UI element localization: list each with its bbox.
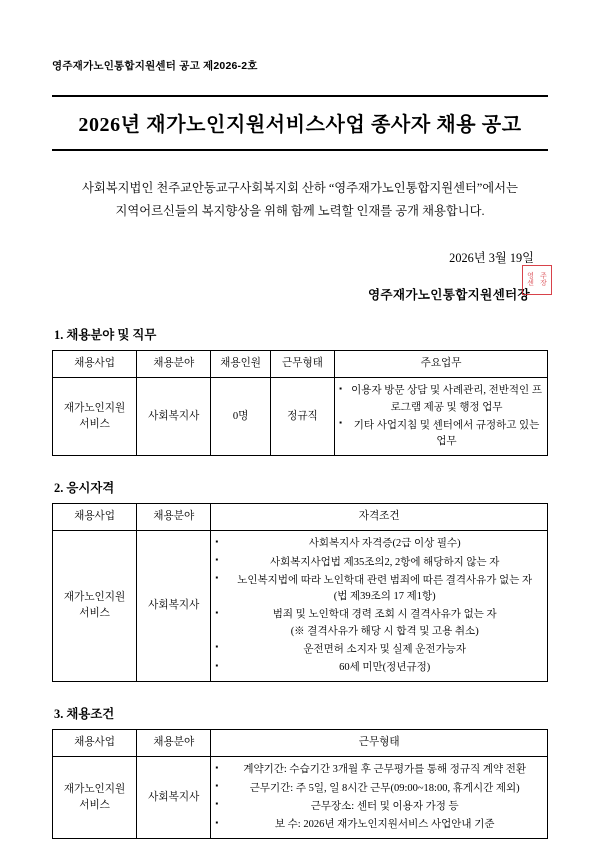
intro-paragraph (58, 177, 542, 222)
section-recruitment-field (52, 325, 548, 456)
list-item: ▪ 근무기간: 주 5일, 일 8시간 근무(09:00~18:00, 휴게시간 제외) (215, 781, 543, 797)
list-item: ▪ 사회복지사업법 제35조의2, 2항에 해당하지 않는 자 (215, 555, 543, 571)
business-line-1: 재가노인지원 (63, 592, 126, 604)
section-employment-conditions (52, 704, 548, 839)
col-type: 근무형태 (270, 351, 334, 378)
col-headcount: 채용인원 (211, 351, 270, 378)
list-item (215, 607, 543, 640)
recruitment-field-table (52, 350, 548, 456)
section-qualifications (52, 478, 548, 682)
business-line-2: 서비스 (79, 418, 110, 430)
seal-char-1: 영 (527, 271, 534, 280)
red-seal-stamp (522, 265, 552, 295)
business-line-2: 서비스 (79, 608, 110, 620)
seal-char-3: 센 (527, 279, 534, 287)
conditions-list (215, 762, 543, 833)
table-row (53, 531, 548, 682)
section-2-title: 2. 응시자격 (54, 481, 115, 496)
col-qualification: 자격조건 (211, 504, 548, 531)
table-header-row (53, 730, 548, 757)
organization-name: 영주재가노인통합지원센터장 (367, 288, 530, 303)
list-item: ▪ 계약기간: 수습기간 3개월 후 근무평가를 통해 정규직 계약 전환 (215, 762, 543, 778)
qualification-text: 범죄 및 노인학대 경력 조회 시 결격사유가 없는 자 (272, 609, 497, 621)
intro-line-2: 지역어르신들의 복지향상을 위해 함께 노력할 인재를 공개 채용합니다. (115, 203, 485, 218)
col-duties: 주요업무 (335, 351, 548, 378)
qualifications-table (52, 503, 548, 682)
cell-conditions (211, 757, 548, 839)
page-title: 2026년 재가노인지원서비스사업 종사자 채용 공고 (78, 114, 522, 136)
duties-list (339, 383, 543, 450)
qualification-text: 노인복지법에 따라 노인학대 관련 범죄에 따른 결격사유가 없는 자 (237, 574, 533, 586)
cell-duties (335, 378, 548, 456)
qualification-subtext: (법 제39조의 17 제1항) (333, 591, 436, 603)
col-business: 채용사업 (53, 504, 137, 531)
table-row (53, 757, 548, 839)
business-line-2: 서비스 (79, 799, 110, 811)
col-field: 채용분야 (137, 351, 211, 378)
cell-qualifications (211, 531, 548, 682)
qualification-subtext: (※ 결격사유가 해당 시 합격 및 고용 취소) (290, 625, 479, 637)
list-item: ▪ 사회복지사 자격증(2급 이상 필수) (215, 536, 543, 552)
list-item: ▪ 운전면허 소지자 및 실제 운전가능자 (215, 642, 543, 658)
cell-field: 사회복지사 (137, 531, 211, 682)
cell-business (53, 757, 137, 839)
seal-char-4: 장 (540, 279, 547, 287)
cell-business (53, 378, 137, 456)
col-business: 채용사업 (53, 730, 137, 757)
table-row (53, 378, 548, 456)
cell-headcount: 0명 (211, 378, 270, 456)
cell-type: 정규직 (270, 378, 334, 456)
cell-field: 사회복지사 (137, 757, 211, 839)
seal-char-2: 주 (540, 271, 547, 280)
col-worktype: 근무형태 (211, 730, 548, 757)
business-line-1: 재가노인지원 (63, 783, 126, 795)
col-field: 채용분야 (137, 730, 211, 757)
qualifications-list (215, 536, 543, 676)
col-business: 채용사업 (53, 351, 137, 378)
table-header-row (53, 351, 548, 378)
section-3-title: 3. 채용조건 (54, 707, 115, 722)
document-number: 영주재가노인통합지원센터 공고 제2026-2호 (52, 60, 258, 72)
title-block (52, 95, 548, 151)
business-line-1: 재가노인지원 (63, 403, 126, 414)
list-item: ▪ 보 수: 2026년 재가노인지원서비스 사업안내 기준 (215, 817, 543, 833)
intro-line-1: 사회복지법인 천주교안동교구사회복지회 산하 “영주재가노인통합지원센터”에서는 (82, 181, 518, 195)
col-field: 채용분야 (137, 504, 211, 531)
cell-business (53, 531, 137, 682)
list-item: ▪ 60세 미만(정년규정) (215, 660, 543, 676)
list-item (215, 573, 543, 606)
cell-field: 사회복지사 (137, 378, 211, 456)
employment-conditions-table (52, 729, 548, 839)
list-item: ▪ 이용자 방문 상담 및 사례관리, 전반적인 프로그램 제공 및 행정 업무 (339, 383, 543, 416)
list-item: ▪ 기타 사업지침 및 센터에서 규정하고 있는 업무 (339, 418, 543, 451)
announcement-date: 2026년 3월 19일 (449, 251, 534, 266)
list-item: ▪ 근무장소: 센터 및 이용자 가정 등 (215, 799, 543, 815)
table-header-row (53, 504, 548, 531)
section-1-title: 1. 채용분야 및 직무 (54, 328, 157, 343)
